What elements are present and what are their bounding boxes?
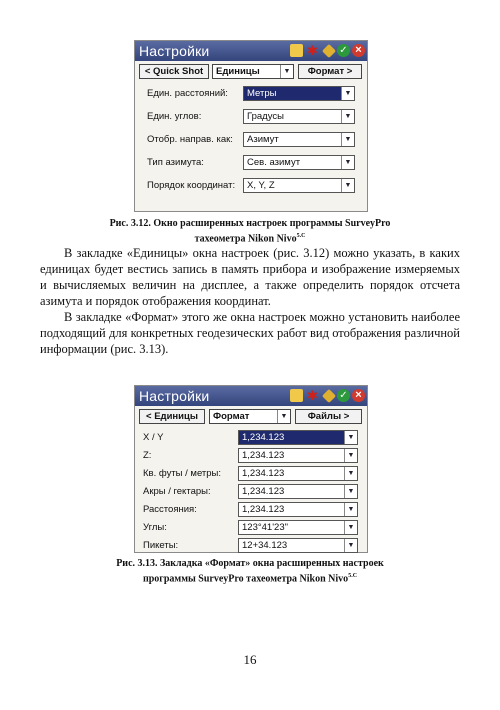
chevron-down-icon[interactable]: ▼ bbox=[277, 410, 290, 423]
chevron-down-icon[interactable]: ▼ bbox=[344, 431, 357, 444]
close-icon[interactable] bbox=[352, 389, 365, 402]
figure-caption bbox=[40, 558, 460, 585]
tab-select-value: Формат bbox=[213, 411, 250, 422]
tab-select-value: Единицы bbox=[216, 66, 260, 77]
setting-label: Отобр. направ. как: bbox=[147, 134, 233, 145]
setting-value: 123°41'23" bbox=[242, 522, 288, 533]
chevron-down-icon[interactable]: ▼ bbox=[280, 65, 293, 78]
settings-window-format bbox=[134, 385, 368, 553]
window-title: Настройки bbox=[139, 43, 210, 59]
setting-label: Расстояния: bbox=[143, 504, 197, 515]
setting-row bbox=[135, 484, 367, 500]
window-title: Настройки bbox=[139, 388, 210, 404]
title-bar bbox=[135, 386, 367, 406]
setting-select[interactable] bbox=[238, 520, 358, 535]
page-number: 16 bbox=[243, 652, 257, 667]
settings-form bbox=[135, 428, 367, 552]
title-bar bbox=[135, 41, 367, 61]
setting-label: X / Y bbox=[143, 432, 164, 443]
chevron-down-icon[interactable]: ▼ bbox=[344, 485, 357, 498]
setting-value: Азимут bbox=[247, 134, 279, 145]
setting-row bbox=[135, 538, 367, 554]
setting-select[interactable] bbox=[238, 430, 358, 445]
tab-select[interactable] bbox=[212, 64, 294, 79]
caption-line bbox=[40, 230, 460, 245]
chevron-down-icon[interactable]: ▼ bbox=[341, 133, 354, 146]
setting-row bbox=[135, 86, 367, 102]
back-button[interactable]: < Quick Shot bbox=[139, 64, 209, 79]
close-icon[interactable] bbox=[352, 44, 365, 57]
setting-select[interactable] bbox=[243, 155, 355, 170]
wand-icon[interactable] bbox=[322, 389, 336, 403]
setting-select[interactable] bbox=[238, 466, 358, 481]
setting-select[interactable] bbox=[238, 484, 358, 499]
caption-line: Рис. 3.12. Окно расширенных настроек программы SurveyPro bbox=[109, 218, 391, 229]
setting-row bbox=[135, 466, 367, 482]
chevron-down-icon[interactable]: ▼ bbox=[344, 467, 357, 480]
chevron-down-icon[interactable]: ▼ bbox=[344, 449, 357, 462]
tools-icon[interactable] bbox=[290, 44, 303, 57]
setting-label: Акры / гектары: bbox=[143, 486, 211, 497]
chevron-down-icon[interactable]: ▼ bbox=[341, 156, 354, 169]
setting-value: X, Y, Z bbox=[247, 180, 275, 191]
chevron-down-icon[interactable]: ▼ bbox=[344, 539, 357, 552]
caption-superscript: 5.C bbox=[296, 233, 306, 239]
chevron-down-icon[interactable]: ▼ bbox=[341, 87, 354, 100]
star-icon[interactable]: ✱ bbox=[307, 388, 318, 403]
setting-row bbox=[135, 178, 367, 194]
setting-row bbox=[135, 448, 367, 464]
setting-row bbox=[135, 430, 367, 446]
chevron-down-icon[interactable]: ▼ bbox=[344, 503, 357, 516]
setting-row bbox=[135, 132, 367, 148]
tab-bar bbox=[135, 407, 367, 427]
figure-caption bbox=[40, 218, 460, 245]
setting-label: Един. углов: bbox=[147, 111, 202, 122]
setting-select[interactable] bbox=[243, 132, 355, 147]
tab-select[interactable] bbox=[209, 409, 291, 424]
setting-select[interactable] bbox=[238, 538, 358, 553]
settings-window-units bbox=[134, 40, 368, 212]
wand-icon[interactable] bbox=[322, 44, 336, 58]
tools-icon[interactable] bbox=[290, 389, 303, 402]
chevron-down-icon[interactable]: ▼ bbox=[341, 110, 354, 123]
setting-row bbox=[135, 520, 367, 536]
caption-text: тахеометра Nikon Nivo bbox=[194, 233, 297, 245]
setting-label: Z: bbox=[143, 450, 152, 461]
setting-label: Един. расстояний: bbox=[147, 88, 228, 99]
setting-value: 12+34.123 bbox=[242, 540, 288, 551]
chevron-down-icon[interactable]: ▼ bbox=[341, 179, 354, 192]
setting-label: Пикеты: bbox=[143, 540, 179, 551]
body-paragraph: В закладке «Формат» этого же окна настроек можно установить наиболее подходящий для конкретных геодезических работ вид отображения различной информации (рис. 3.13). bbox=[40, 310, 460, 356]
setting-value: Сев. азимут bbox=[247, 157, 301, 168]
caption-text: программы SurveyPro тахеометра Nikon Nivo bbox=[142, 573, 349, 585]
settings-form bbox=[135, 83, 367, 211]
chevron-down-icon[interactable]: ▼ bbox=[344, 521, 357, 534]
setting-label: Кв. футы / метры: bbox=[143, 468, 222, 479]
setting-select[interactable] bbox=[238, 502, 358, 517]
caption-line: Рис. 3.13. Закладка «Формат» окна расширенных настроек bbox=[116, 558, 384, 569]
setting-select[interactable] bbox=[243, 86, 355, 101]
setting-label: Тип азимута: bbox=[147, 157, 204, 168]
setting-value: 1,234.123 bbox=[242, 468, 285, 479]
setting-select[interactable] bbox=[238, 448, 358, 463]
setting-label: Углы: bbox=[143, 522, 167, 533]
setting-value: 1,234.123 bbox=[242, 432, 285, 443]
star-icon[interactable]: ✱ bbox=[307, 43, 318, 58]
back-button[interactable]: < Единицы bbox=[139, 409, 205, 424]
caption-line bbox=[40, 570, 460, 585]
setting-value: Градусы bbox=[247, 111, 284, 122]
setting-label: Порядок координат: bbox=[147, 180, 236, 191]
setting-value: 1,234.123 bbox=[242, 450, 285, 461]
setting-select[interactable] bbox=[243, 178, 355, 193]
setting-row bbox=[135, 109, 367, 125]
body-paragraph: В закладке «Единицы» окна настроек (рис. 3.12) можно указать, в каких единицах будет вестись запись в память прибора и изображение измеряемых и вычисляемых величин на дисплее, а также определить порядок отсчета азимута и порядок отображения координат. bbox=[40, 246, 460, 308]
setting-value: 1,234.123 bbox=[242, 504, 285, 515]
setting-value: 1,234.123 bbox=[242, 486, 285, 497]
ok-icon[interactable] bbox=[337, 389, 350, 402]
tab-bar bbox=[135, 62, 367, 82]
setting-row bbox=[135, 155, 367, 171]
next-button[interactable]: Файлы > bbox=[295, 409, 362, 424]
ok-icon[interactable] bbox=[337, 44, 350, 57]
next-button[interactable]: Формат > bbox=[298, 64, 362, 79]
setting-select[interactable] bbox=[243, 109, 355, 124]
setting-row bbox=[135, 502, 367, 518]
setting-value: Метры bbox=[247, 88, 277, 99]
caption-superscript: 5.C bbox=[348, 573, 358, 579]
